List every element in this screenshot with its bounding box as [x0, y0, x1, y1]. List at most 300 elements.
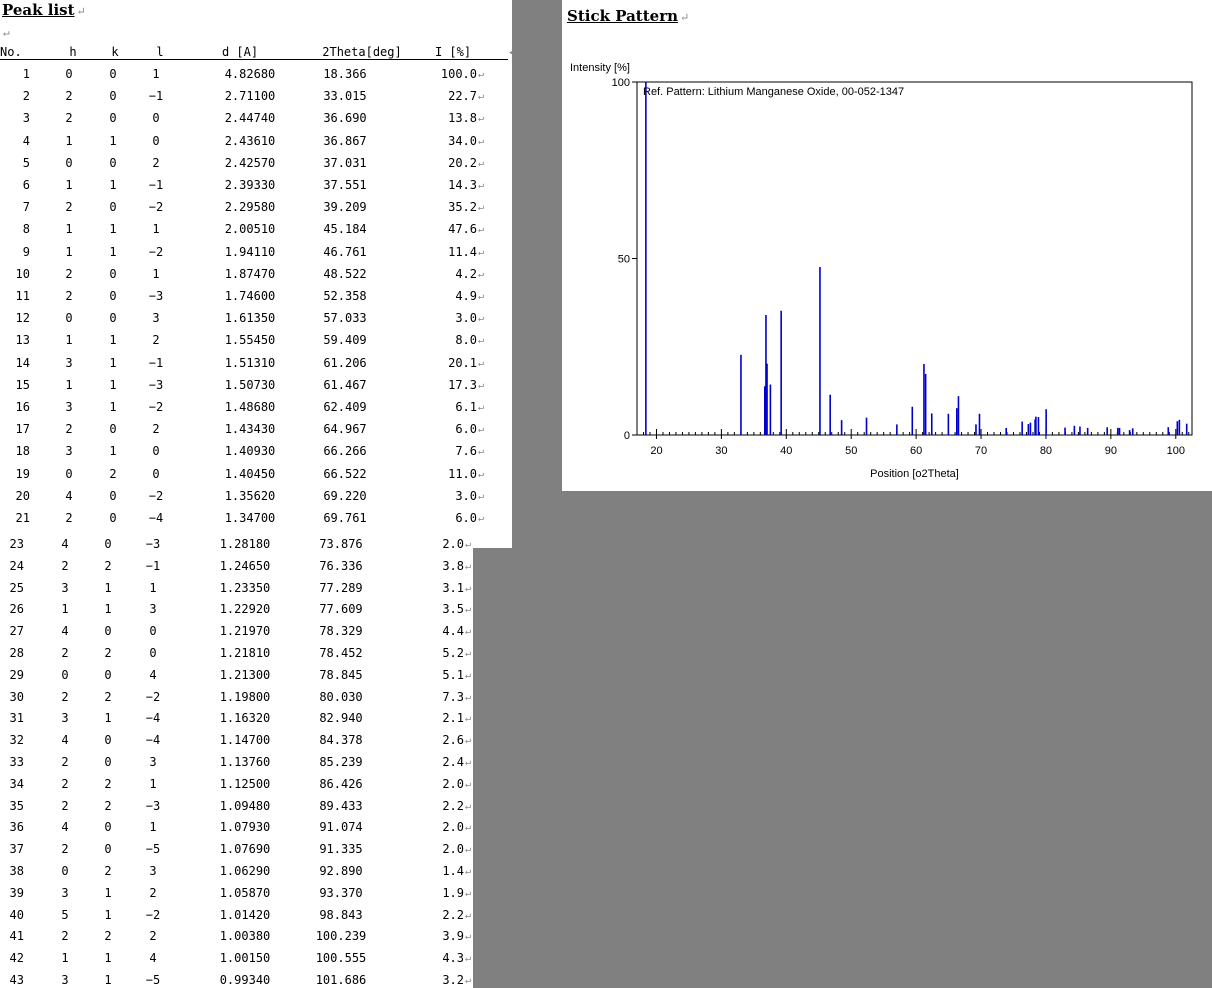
col-d: 1.21300 [219, 668, 271, 682]
col-intensity: 4.9 [455, 289, 477, 303]
col-h: 1 [61, 951, 69, 965]
col-k: 0 [109, 89, 117, 103]
paragraph-mark: ↵ [478, 513, 485, 524]
col-l: 0 [152, 444, 160, 458]
col-h: 3 [61, 581, 69, 595]
col-d: 1.94110 [224, 245, 276, 259]
col-l: 1 [149, 777, 157, 791]
col-h: 2 [65, 200, 73, 214]
col-d: 1.16320 [219, 711, 271, 725]
col-k: 0 [104, 820, 112, 834]
col-no: 42 [9, 951, 24, 965]
col-no: 34 [9, 777, 24, 791]
paragraph-mark: ↵ [465, 539, 472, 550]
col-no: 14 [15, 356, 30, 370]
col-intensity: 2.4 [442, 755, 464, 769]
col-k: 2 [104, 929, 112, 943]
plot-frame [637, 82, 1192, 435]
col-d: 2.39330 [224, 178, 276, 192]
col-l: 2 [152, 422, 160, 436]
x-tick-label: 30 [715, 445, 728, 457]
col-2theta: 66.266 [323, 444, 367, 458]
col-2theta: 18.366 [323, 67, 367, 81]
x-tick-label: 80 [1039, 445, 1053, 457]
col-h: 2 [61, 690, 69, 704]
col-2theta: 86.426 [319, 777, 363, 791]
col-no: 25 [9, 581, 24, 595]
col-2theta: 82.940 [319, 711, 363, 725]
col-d: 1.00380 [219, 929, 271, 943]
col-2theta: 36.867 [323, 134, 367, 148]
col-no: 21 [15, 511, 30, 525]
col-h: 2 [65, 289, 73, 303]
col-d: 1.07930 [219, 820, 271, 834]
legend-text: Ref. Pattern: Lithium Manganese Oxide, 00-052-1347 [643, 86, 905, 98]
col-no: 38 [9, 864, 24, 878]
col-k: 1 [109, 245, 117, 259]
col-no: 20 [15, 489, 30, 503]
paragraph-mark: ↵ [465, 779, 472, 790]
col-d: 2.42570 [224, 156, 276, 170]
header-rule [0, 59, 508, 60]
col-k: 1 [109, 400, 117, 414]
col-2theta: 100.555 [315, 951, 367, 965]
col-l: −2 [145, 908, 161, 922]
col-2theta: 100.239 [315, 929, 367, 943]
col-no: 3 [22, 111, 30, 125]
paragraph-mark: ↵ [76, 5, 86, 18]
col-d: 1.14700 [219, 733, 271, 747]
col-l: 3 [149, 755, 157, 769]
col-k: 2 [109, 467, 117, 481]
col-h: 2 [65, 267, 73, 281]
col-no: 16 [15, 400, 30, 414]
paragraph-mark: ↵ [465, 561, 472, 572]
col-h: 2 [61, 646, 69, 660]
y-axis-label: Intensity [%] [570, 62, 630, 74]
col-h: 1 [65, 222, 73, 236]
col-intensity: 8.0 [455, 333, 477, 347]
col-l: −5 [145, 973, 161, 987]
col-2theta: 39.209 [323, 200, 367, 214]
col-d: 2.43610 [224, 134, 276, 148]
col-intensity: 6.0 [455, 511, 477, 525]
col-k: 0 [104, 537, 112, 551]
paragraph-mark: ↵ [465, 822, 472, 833]
col-k: 0 [104, 733, 112, 747]
col-h: 2 [61, 755, 69, 769]
col-2theta: 36.690 [323, 111, 367, 125]
paragraph-mark: ↵ [465, 692, 472, 703]
col-2theta: 91.074 [319, 820, 363, 834]
paragraph-mark: ↵ [478, 247, 485, 258]
col-k: 2 [104, 690, 112, 704]
col-d: 1.21970 [219, 624, 271, 638]
paragraph-mark: ↵ [465, 735, 472, 746]
col-k: 0 [104, 755, 112, 769]
col-k: 1 [104, 973, 112, 987]
col-h: 3 [65, 444, 73, 458]
x-tick-label: 20 [650, 445, 663, 457]
col-d: 1.01420 [219, 908, 271, 922]
col-intensity: 2.0 [442, 537, 464, 551]
header-col-no: No. [0, 45, 22, 59]
col-l: 3 [152, 311, 160, 325]
col-k: 1 [109, 444, 117, 458]
paragraph-mark: ↵ [465, 626, 472, 637]
col-d: 1.74600 [224, 289, 276, 303]
col-d: 1.06290 [219, 864, 271, 878]
col-l: 1 [149, 820, 157, 834]
col-h: 5 [61, 908, 69, 922]
col-2theta: 76.336 [319, 559, 363, 573]
col-h: 2 [65, 89, 73, 103]
peak-list-heading [2, 1, 86, 19]
col-no: 17 [15, 422, 30, 436]
col-h: 0 [65, 311, 73, 325]
col-h: 2 [61, 799, 69, 813]
col-h: 0 [65, 67, 73, 81]
paragraph-mark: ↵ [478, 491, 485, 502]
document-page-bottom [0, 548, 473, 988]
col-no: 23 [9, 537, 24, 551]
col-k: 1 [109, 222, 117, 236]
col-intensity: 2.2 [442, 799, 464, 813]
paragraph-mark: ↵ [465, 866, 472, 877]
col-k: 1 [104, 581, 112, 595]
paragraph-mark: ↵ [478, 202, 485, 213]
col-h: 4 [61, 537, 69, 551]
col-2theta: 37.031 [323, 156, 367, 170]
col-intensity: 3.2 [442, 973, 464, 987]
col-no: 41 [9, 929, 24, 943]
paragraph-mark: ↵ [465, 801, 472, 812]
col-2theta: 52.358 [323, 289, 367, 303]
col-no: 37 [9, 842, 24, 856]
x-tick-label: 90 [1104, 445, 1117, 457]
col-2theta: 37.551 [323, 178, 367, 192]
paragraph-mark: ↵ [465, 604, 472, 615]
col-d: 1.23350 [219, 581, 271, 595]
col-l: 2 [152, 333, 160, 347]
col-2theta: 80.030 [319, 690, 363, 704]
col-h: 4 [65, 489, 73, 503]
col-intensity: 20.1 [448, 356, 477, 370]
col-d: 1.09480 [219, 799, 271, 813]
col-k: 0 [104, 624, 112, 638]
col-h: 2 [65, 111, 73, 125]
col-l: 3 [149, 602, 157, 616]
col-k: 2 [104, 646, 112, 660]
col-d: 1.34700 [224, 511, 276, 525]
x-tick-label: 60 [909, 445, 923, 457]
col-l: 1 [152, 267, 160, 281]
col-l: −1 [145, 559, 161, 573]
col-d: 1.40450 [224, 467, 276, 481]
col-l: −3 [148, 289, 164, 303]
col-h: 2 [65, 511, 73, 525]
paragraph-mark: ↵ [3, 26, 10, 39]
col-l: −3 [145, 799, 161, 813]
col-intensity: 6.1 [455, 400, 477, 414]
col-h: 2 [61, 842, 69, 856]
col-l: −2 [148, 400, 164, 414]
col-2theta: 69.220 [323, 489, 367, 503]
col-intensity: 5.1 [442, 668, 464, 682]
col-l: 4 [149, 951, 157, 965]
paragraph-mark: ↵ [478, 446, 485, 457]
paragraph-mark: ↵ [465, 583, 472, 594]
col-l: 0 [152, 111, 160, 125]
col-h: 4 [61, 820, 69, 834]
col-d: 1.21810 [219, 646, 271, 660]
col-l: −2 [148, 245, 164, 259]
col-d: 2.00510 [224, 222, 276, 236]
col-h: 1 [61, 602, 69, 616]
col-2theta: 77.289 [319, 581, 363, 595]
paragraph-mark: ↵ [478, 224, 485, 235]
col-h: 3 [61, 973, 69, 987]
x-tick-label: 40 [780, 445, 793, 457]
paragraph-mark: ↵ [478, 136, 485, 147]
header-col-l: l [156, 45, 164, 59]
paragraph-mark: ↵ [478, 269, 485, 280]
col-d: 2.29580 [224, 200, 276, 214]
col-l: 0 [149, 624, 157, 638]
col-k: 2 [104, 799, 112, 813]
col-k: 1 [109, 333, 117, 347]
col-d: 1.40930 [224, 444, 276, 458]
paragraph-mark: ↵ [478, 358, 485, 369]
col-no: 13 [15, 333, 30, 347]
col-h: 2 [61, 559, 69, 573]
col-2theta: 73.876 [319, 537, 363, 551]
paragraph-mark: ↵ [478, 469, 485, 480]
col-no: 26 [9, 602, 24, 616]
paragraph-mark: ↵ [465, 844, 472, 855]
paragraph-mark: ↵ [478, 335, 485, 346]
col-2theta: 101.686 [315, 973, 367, 987]
paragraph-mark: ↵ [465, 910, 472, 921]
col-no: 19 [15, 467, 30, 481]
paragraph-mark: ↵ [478, 180, 485, 191]
paragraph-mark: ↵ [680, 11, 690, 24]
col-d: 1.87470 [224, 267, 276, 281]
col-d: 4.82680 [224, 67, 276, 81]
paragraph-mark: ↵ [465, 975, 472, 986]
paragraph-mark: ↵ [465, 648, 472, 659]
col-intensity: 17.3 [448, 378, 477, 392]
col-intensity: 11.0 [448, 467, 477, 481]
paragraph-mark: ↵ [465, 931, 472, 942]
col-k: 0 [109, 311, 117, 325]
paragraph-mark: ↵ [465, 757, 472, 768]
col-2theta: 66.522 [323, 467, 367, 481]
col-no: 12 [15, 311, 30, 325]
col-no: 30 [9, 690, 24, 704]
col-k: 0 [104, 842, 112, 856]
col-no: 11 [15, 289, 30, 303]
col-d: 1.13760 [219, 755, 271, 769]
col-d: 1.19800 [219, 690, 271, 704]
col-k: 2 [104, 777, 112, 791]
y-tick-label: 100 [611, 77, 630, 89]
col-k: 0 [109, 111, 117, 125]
col-2theta: 64.967 [323, 422, 367, 436]
header-col-d: d [A] [221, 45, 259, 59]
header-col-k: k [111, 45, 119, 59]
col-intensity: 3.1 [442, 581, 464, 595]
col-intensity: 47.6 [448, 222, 477, 236]
paragraph-mark: ↵ [478, 291, 485, 302]
col-h: 3 [65, 400, 73, 414]
col-l: 2 [149, 886, 157, 900]
col-l: −1 [148, 356, 164, 370]
paragraph-mark: ↵ [465, 670, 472, 681]
header-col-intensity: I [%] [434, 45, 472, 59]
stick-pattern-chart [562, 0, 1212, 491]
col-d: 0.99340 [219, 973, 271, 987]
col-2theta: 48.522 [323, 267, 367, 281]
col-no: 6 [22, 178, 30, 192]
col-intensity: 4.2 [455, 267, 477, 281]
col-k: 0 [109, 267, 117, 281]
col-l: −2 [145, 690, 161, 704]
col-d: 1.07690 [219, 842, 271, 856]
paragraph-mark: ↵ [478, 313, 485, 324]
col-2theta: 92.890 [319, 864, 363, 878]
col-k: 0 [109, 422, 117, 436]
col-no: 5 [22, 156, 30, 170]
header-col-h: h [69, 45, 77, 59]
paragraph-mark: ↵ [465, 953, 472, 964]
col-l: −4 [145, 733, 161, 747]
col-d: 1.00150 [219, 951, 271, 965]
col-no: 24 [9, 559, 24, 573]
paragraph-mark: ↵ [478, 69, 485, 80]
col-no: 32 [9, 733, 24, 747]
col-d: 2.44740 [224, 111, 276, 125]
col-intensity: 4.3 [442, 951, 464, 965]
col-d: 1.22920 [219, 602, 271, 616]
col-l: −2 [148, 489, 164, 503]
col-intensity: 20.2 [448, 156, 477, 170]
col-intensity: 34.0 [448, 134, 477, 148]
paragraph-mark: ↵ [478, 113, 485, 124]
col-d: 1.61350 [224, 311, 276, 325]
col-h: 2 [65, 422, 73, 436]
col-intensity: 2.0 [442, 842, 464, 856]
col-2theta: 61.467 [323, 378, 367, 392]
col-no: 7 [22, 200, 30, 214]
col-no: 9 [22, 245, 30, 259]
paragraph-mark: ↵ [478, 402, 485, 413]
col-2theta: 89.433 [319, 799, 363, 813]
col-l: 2 [149, 929, 157, 943]
col-2theta: 46.761 [323, 245, 367, 259]
col-intensity: 3.5 [442, 602, 464, 616]
col-k: 1 [109, 356, 117, 370]
paragraph-mark: ↵ [465, 888, 472, 899]
col-2theta: 78.845 [319, 668, 363, 682]
col-l: −1 [148, 89, 164, 103]
paragraph-mark: ↵ [478, 91, 485, 102]
peak-list-title: Peak list [2, 1, 75, 19]
col-2theta: 59.409 [323, 333, 367, 347]
x-axis-label: Position [o2Theta] [870, 468, 959, 480]
col-intensity: 6.0 [455, 422, 477, 436]
col-h: 3 [61, 711, 69, 725]
col-l: 0 [149, 646, 157, 660]
col-k: 1 [104, 711, 112, 725]
col-2theta: 98.843 [319, 908, 363, 922]
col-no: 31 [9, 711, 24, 725]
col-d: 1.51310 [224, 356, 276, 370]
col-k: 1 [104, 951, 112, 965]
col-no: 28 [9, 646, 24, 660]
col-d: 1.48680 [224, 400, 276, 414]
col-intensity: 1.4 [442, 864, 464, 878]
col-intensity: 3.9 [442, 929, 464, 943]
col-2theta: 78.329 [319, 624, 363, 638]
x-tick-label: 50 [845, 445, 858, 457]
col-k: 1 [104, 886, 112, 900]
col-intensity: 11.4 [448, 245, 477, 259]
col-no: 18 [15, 444, 30, 458]
col-no: 39 [9, 886, 24, 900]
col-h: 0 [65, 467, 73, 481]
col-h: 1 [65, 378, 73, 392]
col-no: 29 [9, 668, 24, 682]
col-2theta: 62.409 [323, 400, 367, 414]
col-intensity: 3.0 [455, 311, 477, 325]
col-k: 0 [109, 289, 117, 303]
col-intensity: 35.2 [448, 200, 477, 214]
col-l: −1 [148, 178, 164, 192]
col-k: 0 [109, 200, 117, 214]
col-2theta: 45.184 [323, 222, 367, 236]
col-k: 1 [104, 602, 112, 616]
col-l: 1 [149, 581, 157, 595]
col-l: −3 [145, 537, 161, 551]
col-intensity: 2.0 [442, 777, 464, 791]
col-d: 2.71100 [224, 89, 276, 103]
col-k: 0 [104, 668, 112, 682]
col-intensity: 2.0 [442, 820, 464, 834]
col-no: 43 [9, 973, 24, 987]
col-no: 36 [9, 820, 24, 834]
col-no: 35 [9, 799, 24, 813]
col-d: 1.35620 [224, 489, 276, 503]
paragraph-mark: ↵ [478, 158, 485, 169]
col-l: 2 [152, 156, 160, 170]
document-page-top [0, 0, 512, 548]
col-2theta: 69.761 [323, 511, 367, 525]
col-k: 0 [109, 511, 117, 525]
col-h: 3 [61, 886, 69, 900]
col-intensity: 1.9 [442, 886, 464, 900]
col-no: 4 [22, 134, 30, 148]
col-d: 1.12500 [219, 777, 271, 791]
y-tick-label: 50 [617, 253, 630, 266]
col-h: 4 [61, 733, 69, 747]
col-no: 10 [15, 267, 30, 281]
col-h: 1 [65, 245, 73, 259]
col-h: 2 [61, 777, 69, 791]
col-k: 1 [104, 908, 112, 922]
col-no: 8 [22, 222, 30, 236]
col-l: 0 [152, 467, 160, 481]
